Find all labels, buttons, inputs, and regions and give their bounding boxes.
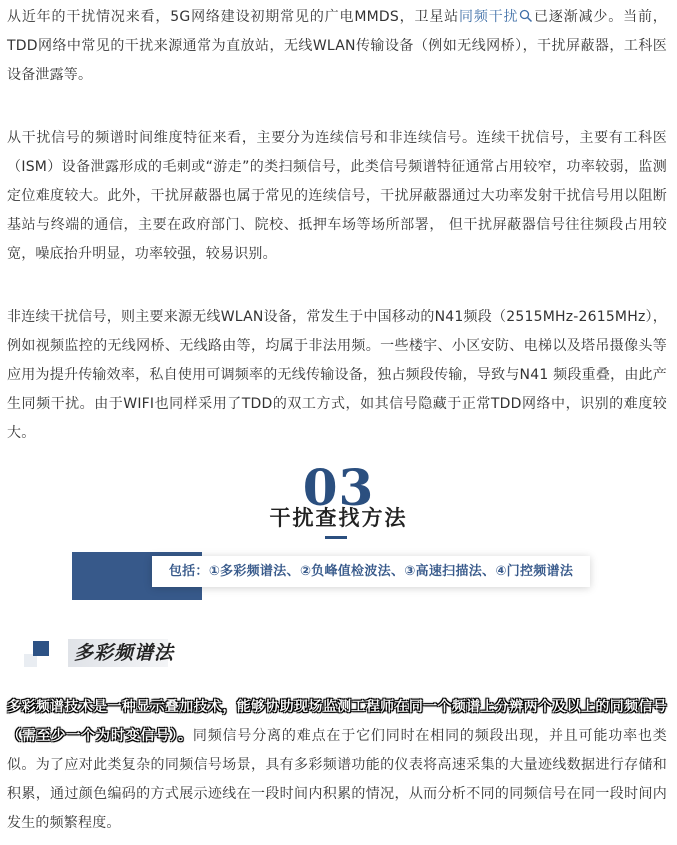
paragraph-continuous-signals: 从干扰信号的频谱时间维度特征来看，主要分为连续信号和非连续信号。连续干扰信号，主要有工科医（ISM）设备泄露形成的毛刺或“游走”的类扫频信号，此类信号频谱特征通常占用较窄，功率较弱，监测定位难度较大。此外，干扰屏蔽器也属于常见的连续信号，干扰屏蔽器通过大功率发射干扰信号用以阻断基站与终端的通信，主要在政府部门、院校、抵押车场等场所部署， 但干扰屏蔽器信号往往频段占用较宽，噪底抬升明显，功率较强，较易识别。	[7, 130, 667, 262]
section-number: 03	[302, 458, 375, 517]
highlighted-definition: 多彩频谱技术是一种显示叠加技术，能够协助现场监测工程师在同一个频谱上分辨两个及以上的同频信号（需至少一个为时变信号）。	[7, 699, 667, 744]
decorative-dark-square	[33, 641, 49, 656]
p1-text-before: 从近年的干扰情况来看，5G网络建设初期常见的广电MMDS，卫星站	[7, 9, 460, 25]
paragraph-non-continuous-signals: 非连续干扰信号，则主要来源无线WLAN设备，常发生于中国移动的N41频段（2515MHz-2615MHz），例如视频监控的无线网桥、无线路由等，均属于非法用频。一些楼宇、小区安防、电梯以及塔吊摄像头等应用为提升传输效率，私自使用可调频率的无线传输设备，独占频段传输，导致与N41 频段重叠，由此产生同频干扰。由于WIFI也同样采用了TDD的双工方式，如其信号隐藏于正常TDD网络中，识别的难度较大。	[7, 309, 667, 441]
multicolor-spectrum-body: 同频信号分离的难点在于它们同时在相同的频段出现，并且可能功率也类似。为了应对此类复杂的同频信号场景，具有多彩频谱功能的仪表将高速采集的大量迹线数据进行存储和积累，通过颜色编码的方式展示迹线在一段时间内积累的情况，从而分析不同的同频信号在同一段时间内发生的频繁程度。	[7, 728, 667, 831]
search-icon[interactable]	[519, 9, 533, 23]
paragraph-interference-sources	[7, 3, 667, 90]
methods-summary-box: 包括：①多彩频谱法、②负峰值检波法、③高速扫描法、④门控频谱法	[152, 556, 590, 587]
subsection-title: 多彩频谱法	[74, 642, 175, 664]
section-title-underline	[325, 536, 347, 539]
p1-text-after: 已逐渐减少。当前，TDD网络中常见的干扰来源通常为直放站，无线WLAN传输设备（例如无线网桥），干扰屏蔽器，工科医设备泄露等。	[7, 9, 667, 83]
co-channel-interference-link[interactable]: 同频干扰	[459, 9, 519, 25]
section-title: 干扰查找方法	[269, 506, 408, 530]
paragraph-multicolor-spectrum	[7, 693, 667, 838]
